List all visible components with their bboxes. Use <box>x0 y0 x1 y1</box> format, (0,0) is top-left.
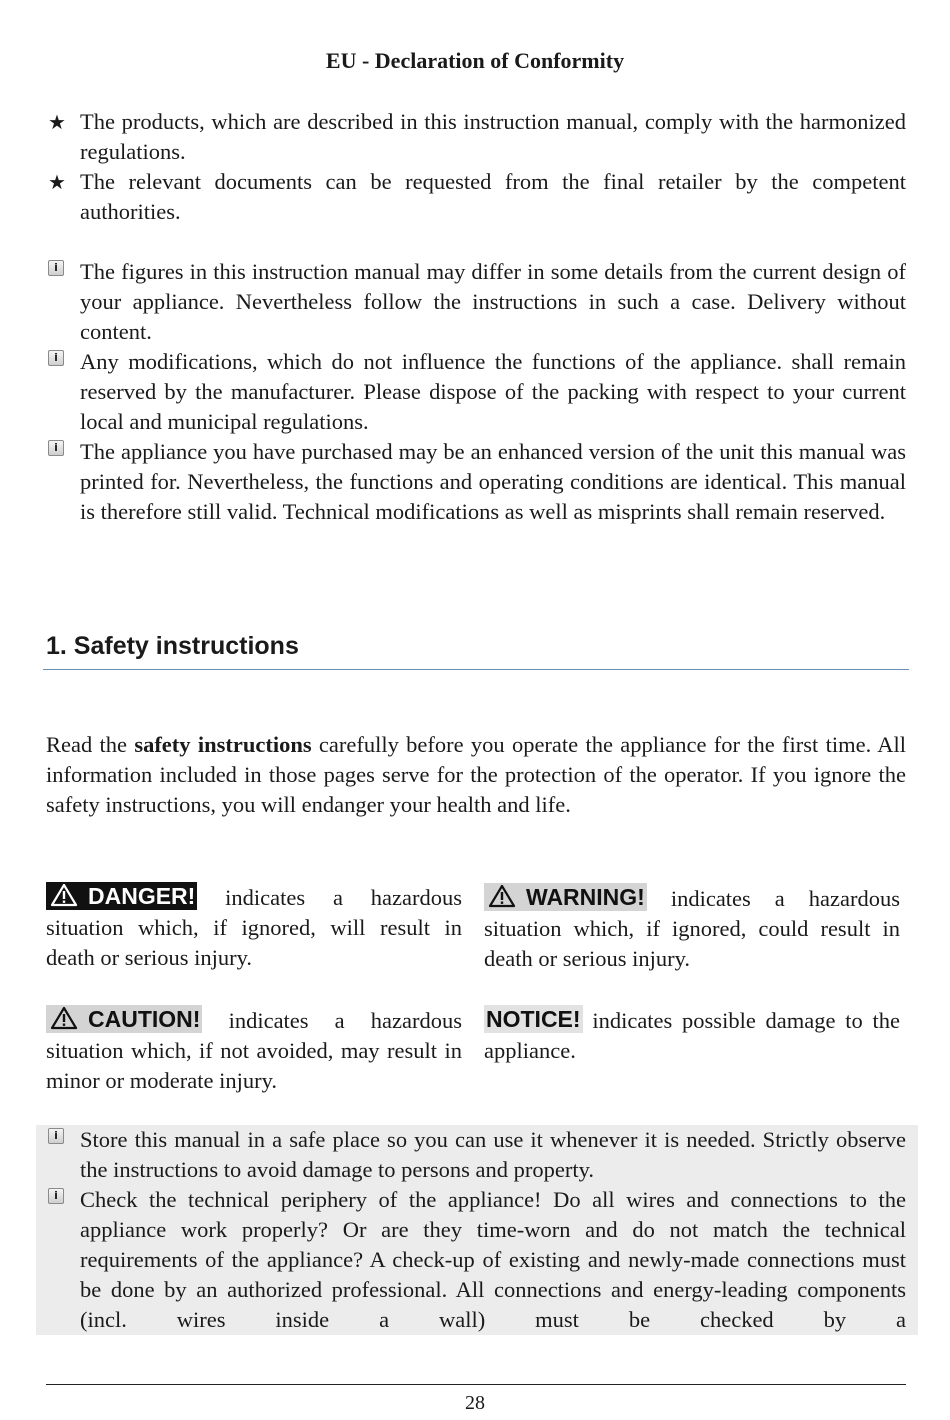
notice-label: NOTICE! <box>486 1006 581 1032</box>
conformity-item: The relevant documents can be requested from the final retailer by the competent authorities. <box>80 169 906 224</box>
danger-description: indicates a hazardous situation which, if ignored, will result in death or serious injury. <box>46 885 462 970</box>
page-title: EU - Declaration of Conformity <box>325 48 625 73</box>
warning-triangle-icon <box>50 1006 78 1030</box>
caution-description: indicates a hazardous situation which, if not avoided, may result in minor or moderate injury. <box>46 1008 463 1093</box>
intro-text: Read the <box>46 732 135 757</box>
conformity-item: The products, which are described in this instruction manual, comply with the harmonized regulations. <box>80 109 906 164</box>
boxed-note: Check the technical periphery of the appliance! Do all wires and connections to the appliance work properly? Or are they time-worn and do not match the technical requirements of the appliance? A check-up of existing and newly-made connections must be done by an authorized professional. All connections and energy-leading components (incl. wires inside a wall) must be checked by a <box>80 1187 906 1332</box>
caution-label-text: CAUTION! <box>88 1006 201 1032</box>
star-bullet-icon: ★ <box>48 110 66 134</box>
warning-label-text: WARNING! <box>526 884 645 910</box>
boxed-note: Store this manual in a safe place so you can use it whenever it is needed. Strictly observe the instructions to avoid damage to persons and property. <box>80 1127 906 1182</box>
caution-definition <box>46 1005 462 1096</box>
danger-label <box>46 882 197 910</box>
footer-divider <box>46 1384 906 1385</box>
intro-bold: safety instructions <box>134 732 312 757</box>
info-note: Any modifications, which do not influence the functions of the appliance. shall remain reserved by the manufacturer. Please dispose of the packing with respect to your current local and municipal regulations. <box>80 349 906 434</box>
info-note: The figures in this instruction manual may differ in some details from the current design of your appliance. Nevertheless follow the instructions in such a case. Delivery without content. <box>80 259 906 344</box>
section-heading: 1. Safety instructions <box>46 632 299 660</box>
warning-label <box>484 883 647 911</box>
info-note: The appliance you have purchased may be an enhanced version of the unit this manual was printed for. Nevertheless, the functions and operating conditions are identical. This manual is therefore still valid. Technical modifications as well as misprints shall remain reserved. <box>80 439 906 524</box>
warning-triangle-icon <box>50 883 78 907</box>
info-icon: i <box>48 350 64 366</box>
caution-label <box>46 1005 202 1033</box>
warning-description: indicates a hazardous situation which, if ignored, could result in death or serious injury. <box>484 886 900 971</box>
info-icon: i <box>48 1128 64 1144</box>
danger-label-text: DANGER! <box>88 883 196 909</box>
notice-description: indicates possible damage to the appliance. <box>484 1008 901 1063</box>
notice-definition <box>484 1005 900 1066</box>
section-divider <box>43 669 909 670</box>
safety-intro <box>46 730 906 820</box>
info-icon: i <box>48 260 64 276</box>
danger-definition <box>46 882 462 973</box>
intro-text: carefully before you operate the appliance for the first time. All information included in those pages serve for the protection of the operator. If you ignore the safety instructions, you will endanger your health and life. <box>46 732 907 817</box>
star-bullet-icon: ★ <box>48 170 66 194</box>
warning-definition <box>484 883 900 974</box>
info-icon: i <box>48 440 64 456</box>
page-number: 28 <box>465 1392 485 1414</box>
info-icon: i <box>48 1188 64 1204</box>
warning-triangle-icon <box>488 884 516 908</box>
